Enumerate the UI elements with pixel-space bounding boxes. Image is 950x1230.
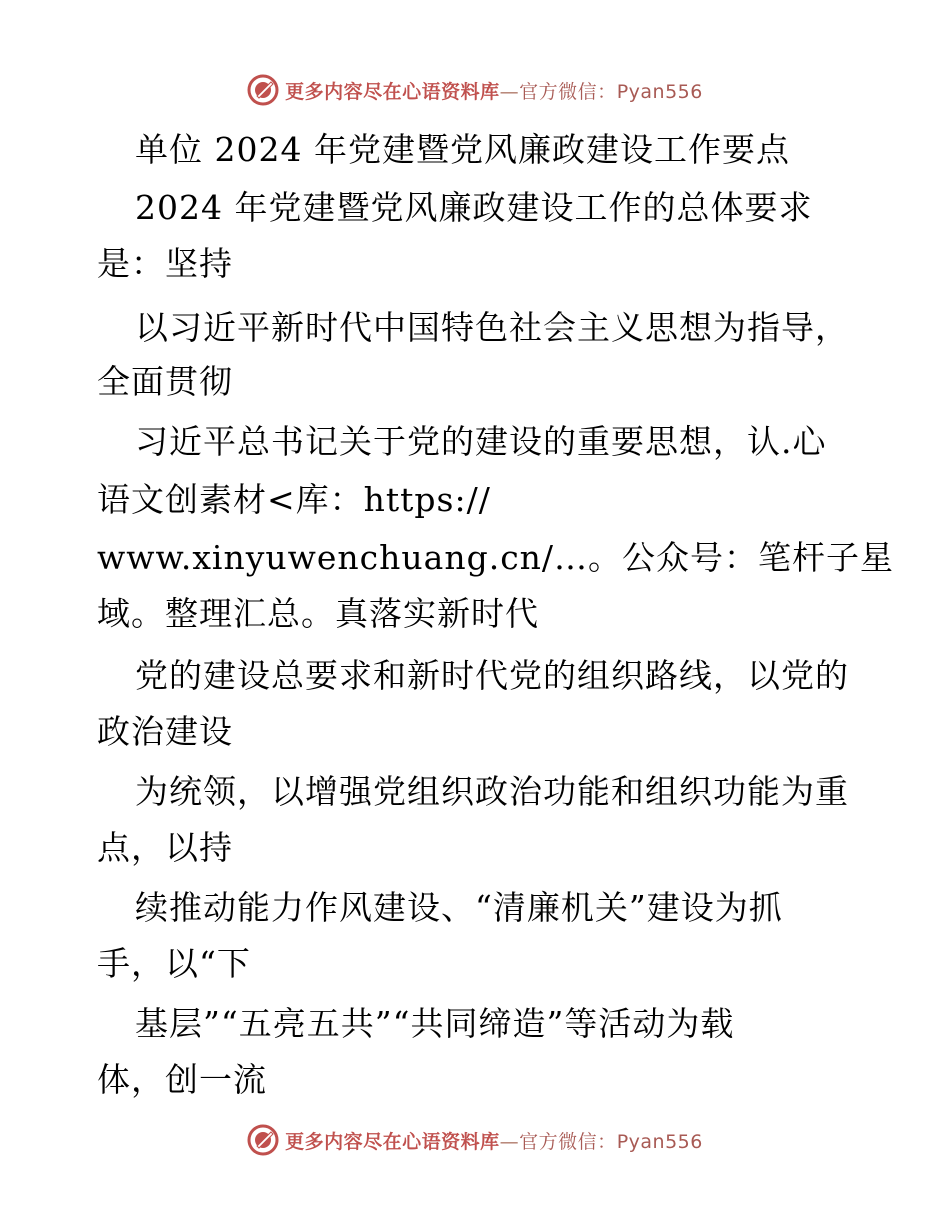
- paragraph-line: 续推动能力作风建设、“清廉机关”建设为抓: [135, 888, 783, 927]
- banner-separator: —: [499, 1130, 520, 1153]
- paragraph-line: 政治建设: [97, 712, 233, 751]
- banner-site-name: 更多内容尽在心语资料库: [285, 80, 500, 103]
- paragraph-line: 体，创一流: [97, 1060, 267, 1099]
- banner-text: [285, 77, 703, 104]
- pen-seal-icon: [247, 1124, 279, 1156]
- paragraph-line: 是：坚持: [97, 244, 233, 283]
- banner-separator: —: [499, 80, 520, 103]
- pen-seal-icon: [247, 74, 279, 106]
- banner-text: [285, 1127, 703, 1154]
- banner-wechat-label: 官方微信：: [519, 1130, 617, 1153]
- paragraph-line: 手，以“下: [97, 944, 251, 983]
- paragraph-line: 2024 年党建暨党风廉政建设工作的总体要求: [135, 188, 813, 227]
- footer-banner: [0, 1120, 950, 1160]
- header-banner: [0, 70, 950, 110]
- paragraph-line: 以习近平新时代中国特色社会主义思想为指导，: [135, 308, 849, 347]
- paragraph-line: www.xinyuwenchuang.cn/…。公众号：笔杆子星: [97, 538, 895, 577]
- banner-wechat-id: Pyan556: [616, 1130, 703, 1153]
- paragraph-line: 语文创素材<库：https://: [97, 480, 491, 519]
- paragraph-line: 为统领，以增强党组织政治功能和组织功能为重: [135, 772, 849, 811]
- paragraph-line: 基层”“五亮五共”“共同缔造”等活动为载: [135, 1004, 735, 1043]
- banner-wechat-id: Pyan556: [616, 80, 703, 103]
- banner-site-name: 更多内容尽在心语资料库: [285, 1130, 500, 1153]
- paragraph-line: 域。整理汇总。真落实新时代: [97, 594, 539, 633]
- paragraph-line: 全面贯彻: [97, 362, 233, 401]
- paragraph-line: 点，以持: [97, 828, 233, 867]
- paragraph-line: 习近平总书记关于党的建设的重要思想，认.心: [135, 422, 827, 461]
- banner-wechat-label: 官方微信：: [519, 80, 617, 103]
- document-title: 单位 2024 年党建暨党风廉政建设工作要点: [135, 130, 790, 169]
- paragraph-line: 党的建设总要求和新时代党的组织路线，以党的: [135, 656, 849, 695]
